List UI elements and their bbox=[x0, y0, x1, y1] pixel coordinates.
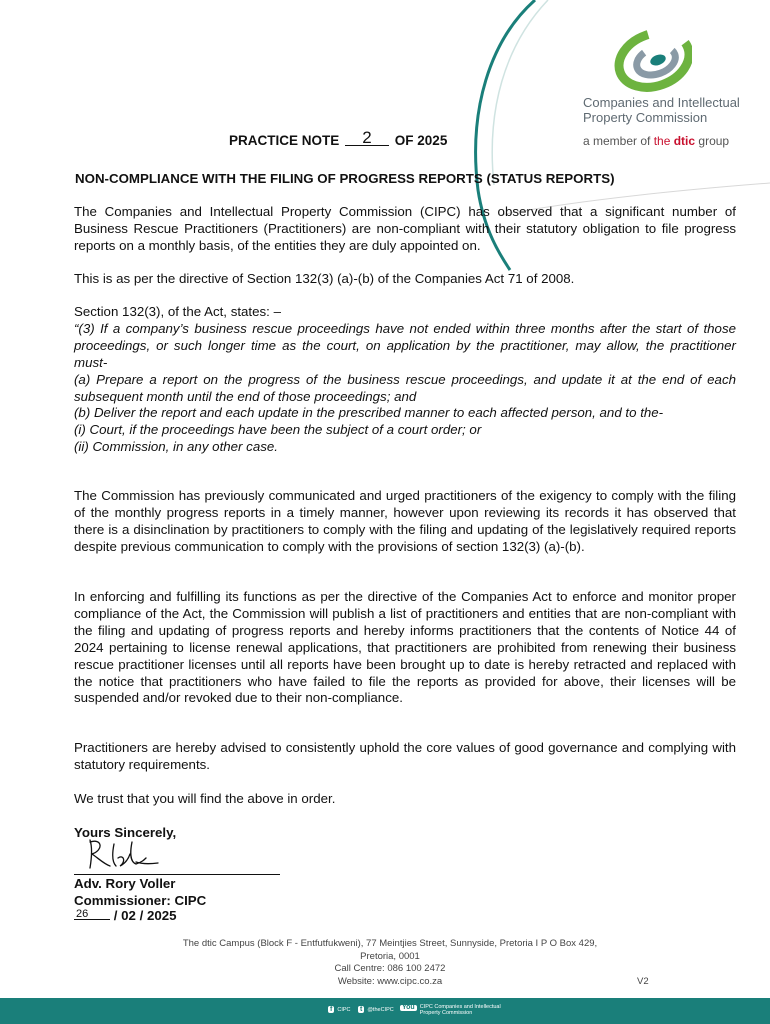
quote-item-i: (i) Court, if the proceedings have been the subject of a court order; or bbox=[74, 422, 482, 438]
dtic-wordmark: dtic bbox=[673, 134, 696, 148]
section-intro: Section 132(3), of the Act, states: – bbox=[74, 304, 281, 319]
document-title: NON-COMPLIANCE WITH THE FILING OF PROGRESS REPORTS (STATUS REPORTS) bbox=[75, 171, 615, 186]
paragraph-previous-communication: The Commission has previously communicated and urged practitioners of the exigency to comply with the filing of the monthly progress reports in a timely manner, however upon reviewing its records it has observed that there is a disinclination by practitioners to comply with the filing and updating of the legislatively required reports despite previous communication to comply with the provisions of section 132(3) (a)-(b). bbox=[74, 488, 736, 554]
youtube-label-2: Property Commission bbox=[419, 1010, 473, 1016]
quote-item-ii: (ii) Commission, in any other case. bbox=[74, 439, 278, 455]
date-day: 26 bbox=[74, 909, 110, 920]
yours-sincerely: Yours Sincerely, bbox=[74, 825, 177, 840]
date-month-year: / 02 / 2025 bbox=[113, 908, 177, 923]
facebook-link[interactable] bbox=[328, 1006, 350, 1013]
signatory-name: Adv. Rory Voller bbox=[74, 876, 176, 891]
member-the: the bbox=[653, 134, 674, 148]
website: Website: www.cipc.co.za bbox=[337, 975, 443, 987]
twitter-link[interactable] bbox=[358, 1006, 394, 1013]
practice-note-number: 2 bbox=[345, 131, 389, 146]
youtube-icon: You bbox=[402, 1004, 415, 1011]
facebook-icon: f bbox=[330, 1006, 333, 1013]
twitter-icon: t bbox=[360, 1006, 363, 1013]
paragraph-closing: We trust that you will find the above in order. bbox=[74, 791, 336, 806]
signature-date bbox=[74, 908, 177, 923]
youtube-label-1: CIPC Companies and Intellectual bbox=[419, 1004, 501, 1010]
handwritten-signature-icon bbox=[80, 836, 160, 872]
paragraph-enforcement: In enforcing and fulfilling its functions as per the directive of the Companies Act to enforce and monitor proper compliance of the Act, the Commission will publish a list of practitioners and entities that are non-compliant with the filing and updating of progress reports and hereby informs practitioners that the contents of Notice 44 of 2024 pertaining to license renewal applications, that practitioners are prohibited from renewing their business rescue practitioner licenses until all reports have been brought up to date is hereby retracted and replaced with the notice that practitioners who have failed to file the reports as provided for above, their licenses will be suspended and/or revoked due to their non-compliance. bbox=[74, 589, 736, 706]
practice-note-heading bbox=[229, 128, 448, 148]
quote-item-a: (a) Prepare a report on the progress of the business rescue proceedings, and update it at the end of each subsequent month until the end of those proceedings; and bbox=[74, 371, 736, 404]
member-prefix: a member of bbox=[583, 134, 654, 148]
section-quote-block bbox=[74, 304, 736, 456]
member-of-dtic-tagline bbox=[583, 134, 768, 148]
member-suffix: group bbox=[695, 134, 730, 148]
address-line-1: The dtic Campus (Block F - Entfutfukweni), 77 Meintjies Street, Sunnyside, Pretoria I P O Box 429, bbox=[182, 938, 598, 949]
call-centre: Call Centre: 086 100 2472 bbox=[334, 963, 446, 974]
paragraph-advice: Practitioners are hereby advised to consistently uphold the core values of good governance and complying with statutory requirements. bbox=[74, 740, 736, 772]
version-label: V2 bbox=[637, 976, 649, 987]
facebook-label: CIPC bbox=[337, 1006, 351, 1013]
twitter-label: @theCIPC bbox=[367, 1006, 394, 1013]
practice-note-prefix: PRACTICE NOTE bbox=[229, 133, 340, 148]
paragraph-observation: The Companies and Intellectual Property Commission (CIPC) has observed that a significant number of Business Rescue Practitioners (Practitioners) are non-compliant with their statutory obligation to file progress reports on a monthly basis, of the entities they are duly appointed on. bbox=[74, 204, 736, 253]
paragraph-directive: This is as per the directive of Section 132(3) (a)-(b) of the Companies Act 71 of 2008. bbox=[74, 271, 575, 286]
signatory-role: Commissioner: CIPC bbox=[74, 893, 207, 908]
signatory-block bbox=[74, 875, 206, 909]
organisation-name: Companies and Intellectual Property Commission bbox=[583, 95, 740, 125]
address-line-2: Pretoria, 0001 bbox=[360, 950, 420, 962]
cipc-logo-icon bbox=[612, 30, 692, 92]
quote-item-b: (b) Deliver the report and each update in the prescribed manner to each affected person, and to the- bbox=[74, 405, 664, 421]
youtube-link[interactable] bbox=[400, 1004, 501, 1016]
quote-line: “(3) If a company’s business rescue proceedings have not ended within three months after the start of those proceedings, or such longer time as the court, on application by the practitioner, may allow, the practitioner must- bbox=[74, 320, 736, 370]
practice-note-suffix: OF 2025 bbox=[394, 133, 448, 148]
footer-address bbox=[100, 938, 680, 988]
